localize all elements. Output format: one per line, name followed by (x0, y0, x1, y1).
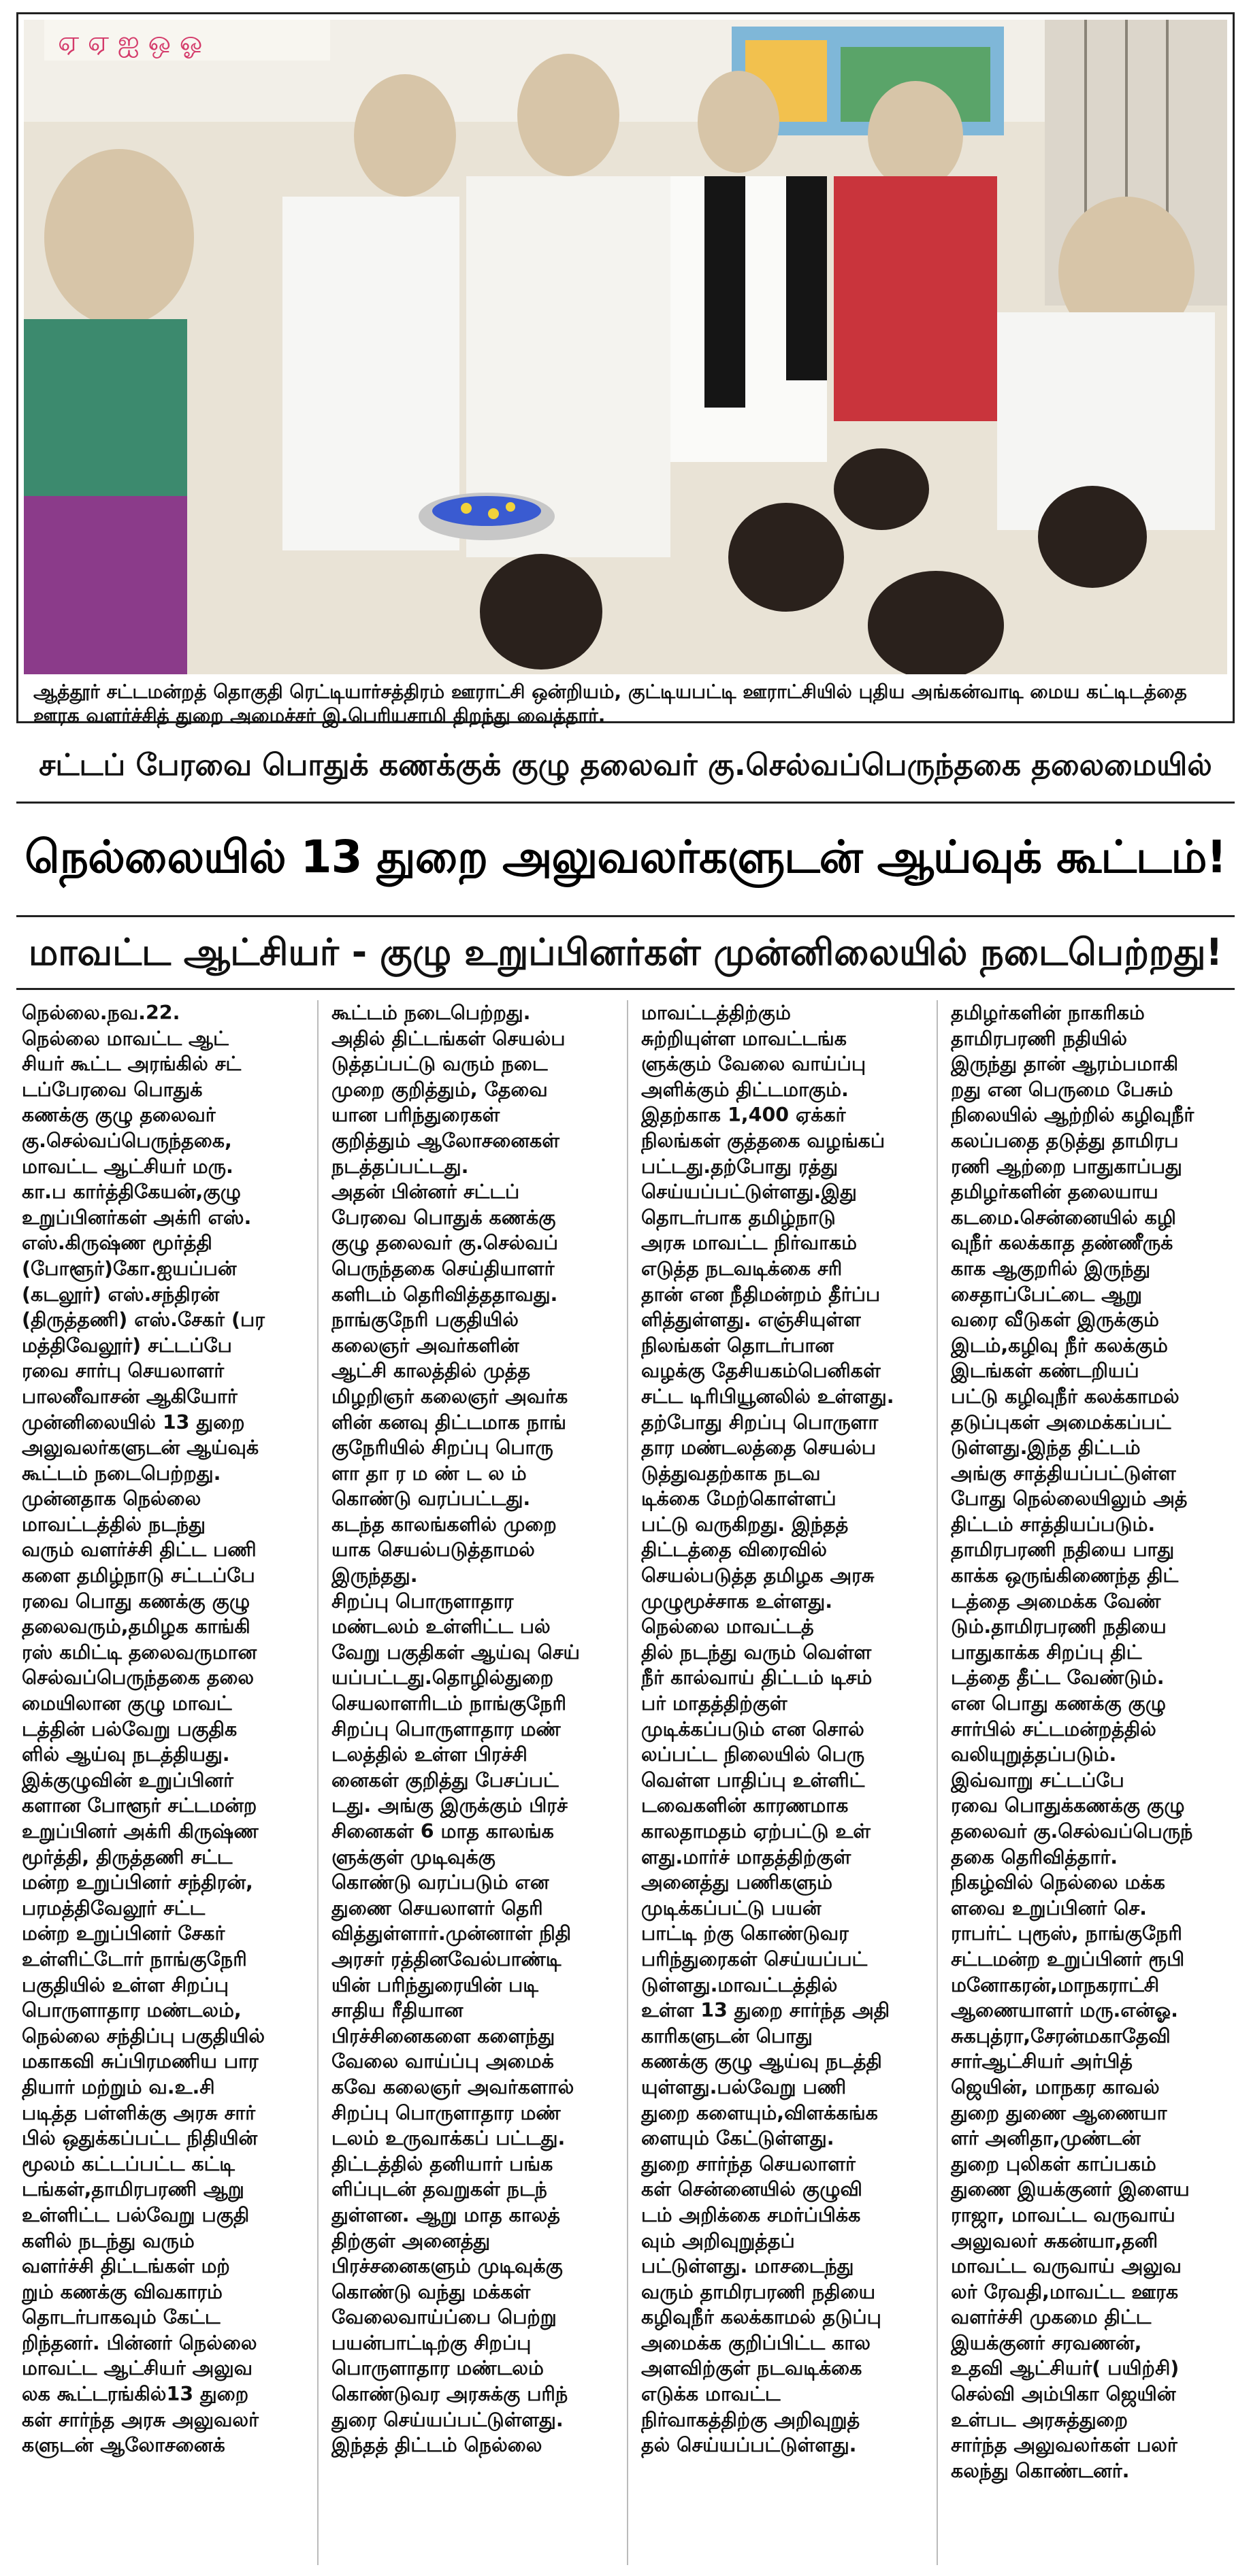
article-line: செல்வி அம்பிகா ஜெயின் (951, 2383, 1176, 2406)
article-line: சாதிய ரீதியான (331, 1999, 464, 2022)
article-line: டுத்துவதற்காக நடவ (641, 1462, 821, 1485)
article-line: களை தமிழ்நாடு சட்டப்பே (22, 1564, 255, 1587)
article-line: டலம் உருவாக்கப் பட்டது. (331, 2127, 566, 2150)
article-line: வேலைவாய்ப்பை பெற்று (331, 2306, 557, 2329)
article-line: மையிலான குழு மாவட் (22, 1692, 232, 1715)
article-line: ரஸ் கமிட்டி தலைவருமான (22, 1640, 257, 1664)
article-line: சிறப்பு பொருளாதார மண் (331, 1717, 561, 1740)
article-line: அங்கு சாத்தியப்பட்டுள்ள (951, 1462, 1176, 1485)
article-line: செயலாளரிடம் நாங்குநேரி (331, 1692, 567, 1715)
article-line: ரணி ஆற்றை பாதுகாப்பது (951, 1155, 1182, 1178)
article-line: பாதுகாக்க சிறப்பு திட் (951, 1640, 1142, 1664)
article-line: முடிக்கப்பட்டு பயன் (641, 1896, 822, 1919)
article-line: நெல்லை.நவ.22. (22, 1002, 180, 1024)
banner-text: ஏ ஏ ஐ ஒ ஓ (58, 26, 203, 57)
article-line: பகுதியில் உள்ள சிறப்பு (22, 1973, 229, 1996)
article-line: முடிக்கப்படும் என சொல் (641, 1717, 864, 1740)
article-line: தலைவர் கு.செல்வப்பெருந் (951, 1820, 1193, 1843)
article-line: தமிழர்களின் தலையாய (951, 1180, 1158, 1204)
article-line: பட்டது.தற்போது ரத்து (641, 1155, 839, 1178)
article-column-1 (22, 1000, 308, 2565)
article-line: அலுவலர் சுகன்யா,தனி (951, 2229, 1158, 2252)
article-line: (போளூர்)கோ.ஐயப்பன் (22, 1257, 237, 1280)
article-line: ரவை பொது கணக்கு குழு (22, 1589, 250, 1613)
article-line: நிலங்கள் தொடர்பான (641, 1334, 834, 1357)
kicker-headline: சட்டப் பேரவை பொதுக் கணக்குக் குழு தலைவர் கு.செல்வப்பெருந்தகை தலைமையில் (39, 748, 1212, 782)
main-headline: நெல்லையில் 13 துறை அலுவலர்களுடன் ஆய்வுக் கூட்டம்! (25, 831, 1226, 883)
article-line: நிலையில் ஆற்றில் கழிவுநீர் (951, 1104, 1195, 1127)
article-line: தலைவரும்,தமிழக காங்கி (22, 1615, 250, 1638)
article-line: சைதாப்பேட்டை ஆறு (951, 1283, 1142, 1306)
article-line: தகை தெரிவித்தார். (951, 1845, 1118, 1868)
article-line: ளிப்புடன் தவறுகள் நடந் (331, 2178, 547, 2201)
article-line: பிரச்சனைகளும் முடிவுக்கு (331, 2255, 563, 2278)
article-line: வுநீர் கலக்காத தண்ணீருக் (951, 1232, 1173, 1255)
article-line: பரமத்திவேலூர் சட்ட (22, 1896, 206, 1919)
article-line: காக ஆகுறரில் இருந்து (951, 1257, 1151, 1280)
article-line: குறித்தும் ஆலோசனைகள் (331, 1129, 559, 1152)
article-line: பாட்டி ற்கு கொண்டுவர (641, 1922, 849, 1945)
article-line: நிர்வாகத்திற்கு அறிவுறுத் (641, 2408, 860, 2431)
article-line: பிரச்சினைகளை களைந்து (331, 2024, 555, 2047)
article-line: திட்டத்தில் தனியார் பங்க (331, 2152, 553, 2175)
article-line: உள்பட அரசுத்துறை (951, 2408, 1128, 2431)
article-line: முழுமூச்சாக உள்ளது. (641, 1589, 833, 1613)
article-line: சிறப்பு பொருளாதார (331, 1589, 514, 1613)
article-line: ளில் ஆய்வு நடத்தியது. (22, 1743, 230, 1766)
article-line: வரை வீடுகள் இருக்கும் (951, 1308, 1159, 1332)
divider (16, 802, 1235, 804)
article-line: அலுவலர்களுடன் ஆய்வுக் (22, 1436, 259, 1459)
article-line: டப்பேரவை பொதுக் (22, 1078, 203, 1101)
article-line: களில் நடந்து வரும் (22, 2229, 195, 2252)
article-line: கவே கலைஞர் அவர்களால் (331, 2075, 574, 2098)
article-line: குநேரியில் சிறப்பு பொரு (331, 1436, 553, 1459)
article-line: முன்னிலையில் 13 துறை (22, 1410, 245, 1434)
article-line: யுள்ளது.பல்வேறு பணி (641, 2075, 847, 2098)
column-divider (937, 1000, 938, 2565)
article-line: தொடர்பாகவும் கேட்ட (22, 2306, 221, 2329)
article-line: டுத்தப்பட்டு வரும் நடை (331, 1053, 548, 1076)
article-line: வேலை வாய்ப்பு அமைக் (331, 2050, 554, 2073)
article-line: உறுப்பினர் அக்ரி கிருஷ்ண (22, 1820, 259, 1843)
article-line: தில் நடந்து வரும் வெள்ள (641, 1640, 872, 1664)
article-line: டத்தை அமைக்க வேண் (951, 1589, 1161, 1613)
article-line: கொண்டுவர அரசுக்கு பரிந் (331, 2383, 568, 2406)
article-column-4 (951, 1000, 1237, 2565)
article-line: பொருளாதார மண்டலம் (331, 2357, 544, 2380)
article-line: லர் ரேவதி,மாவட்ட ஊரக (951, 2280, 1179, 2303)
article-line: துறை களையும்,விளக்கங்க (641, 2101, 878, 2124)
article-line: துறை துணை ஆணையா (951, 2101, 1167, 2124)
article-line: அனைத்து பணிகளும் (641, 1871, 833, 1894)
article-line: டது. அங்கு இருக்கும் பிரச் (331, 1794, 568, 1817)
article-line: பரிந்துரைகள் செய்யப்பட் (641, 1947, 868, 1970)
article-line: எடுக்க மாவட்ட (641, 2383, 781, 2406)
article-line: கு.செல்வப்பெருந்தகை, (22, 1129, 232, 1152)
article-line: செய்யப்பட்டுள்ளது.இது (641, 1180, 857, 1204)
article-line: மகாகவி சுப்பிரமணிய பார (22, 2050, 259, 2073)
article-line: உதவி ஆட்சியர்( பயிற்சி) (951, 2357, 1180, 2380)
article-line: அளவிற்குள் நடவடிக்கை (641, 2357, 862, 2380)
article-line: எடுத்த நடவடிக்கை சரி (641, 1257, 843, 1280)
article-line: தடுப்புகள் அமைக்கப்பட் (951, 1410, 1171, 1434)
news-photo (24, 20, 1227, 674)
article-line: கழிவுநீர் கலக்காமல் தடுப்பு (641, 2306, 881, 2329)
article-line: காலதாமதம் ஏற்பட்டு உள் (641, 1820, 871, 1843)
article-line: தாமிரபரணி நதியில் (951, 1027, 1128, 1050)
column-divider (317, 1000, 319, 2565)
article-line: (கடலூர்) எஸ்.சந்திரன் (22, 1283, 220, 1306)
article-line: கொண்டு வரப்படும் என (331, 1871, 549, 1894)
article-line: மாவட்ட ஆட்சியர் மரு. (22, 1155, 233, 1178)
article-line: பட்டு கழிவுநீர் கலக்காமல் (951, 1385, 1180, 1408)
article-line: ளது.மார்ச் மாதத்திற்குள் (641, 1845, 851, 1868)
article-line: பொருளாதார மண்டலம், (22, 1999, 242, 2022)
article-line: டலத்தில் உள்ள பிரச்சி (331, 1743, 527, 1766)
article-line: பேரவை பொதுக் கணக்கு (331, 1206, 556, 1229)
article-line: டங்கள்,தாமிரபரணி ஆறு (22, 2178, 244, 2201)
article-line: இருந்து தான் ஆரம்பமாகி (951, 1053, 1179, 1076)
photo-icon (24, 20, 1227, 674)
article-line: துறை சார்ந்த செயலாளர் (641, 2152, 856, 2175)
article-line: கடமை.சென்னையில் கழி (951, 1206, 1176, 1229)
article-line: நடத்தப்பட்டது. (331, 1155, 469, 1178)
article-line: தியார் மற்றும் வ.உ.சி (22, 2075, 215, 2098)
article-line: தொடர்பாக தமிழ்நாடு (641, 1206, 836, 1229)
article-line: டிக்கை மேற்கொள்ளப் (641, 1487, 836, 1510)
article-line: மத்திவேலூர்) சட்டப்பே (22, 1334, 232, 1357)
article-line: வளர்ச்சி முகமை திட்ட (951, 2306, 1152, 2329)
article-line: மாவட்ட வருவாய் அலுவ (951, 2255, 1182, 2278)
article-line: டுள்ளது.மாவட்டத்தில் (641, 1973, 838, 1996)
article-line: தற்போது சிறப்பு பொருளா (641, 1410, 879, 1434)
article-line: றும் கணக்கு விவகாரம் (22, 2280, 223, 2303)
article-line: உறுப்பினர்கள் அக்ரி எஸ். (22, 1206, 252, 1229)
article-line: பர் மாதத்திற்குள் (641, 1692, 787, 1715)
article-line: படித்த பள்ளிக்கு அரசு சார் (22, 2101, 256, 2124)
article-line: மூலம் கட்டப்பட்ட கட்டி (22, 2152, 235, 2175)
article-line: அளிக்கும் திட்டமாகும். (641, 1078, 849, 1101)
article-line: மாவட்டத்திற்கும் (641, 1002, 791, 1024)
article-line: உள்ளிட்டோர் நாங்குநேரி (22, 1947, 247, 1970)
article-line: தான் என நீதிமன்றம் தீர்ப்ப (641, 1283, 881, 1306)
article-line: களான போளூர் சட்டமன்ற (22, 1794, 257, 1817)
article-line: தாமிரபரணி நதியை பாது (951, 1538, 1175, 1562)
article-line: (திருத்தணி) எஸ்.சேகர் (பர (22, 1308, 265, 1332)
article-line: ளுக்குள் முடிவுக்கு (331, 1845, 495, 1868)
article-line: ளின் கனவு திட்டமாக நாங் (331, 1410, 566, 1434)
article-line: அமைக்க குறிப்பிட்ட கால (641, 2331, 871, 2354)
article-line: ளவை உறுப்பினர் செ. (951, 1896, 1148, 1919)
article-line: ஆணையாளர் மரு.என்ஓ. (951, 1999, 1178, 2022)
article-line: வரும் தாமிரபரணி நதியை (641, 2280, 876, 2303)
article-line: அதில் திட்டங்கள் செயல்ப (331, 1027, 566, 1050)
article-line: சுற்றியுள்ள மாவட்டங்க (641, 1027, 847, 1050)
article-line: மாவட்டத்தில் நடந்து (22, 1513, 206, 1536)
article-line: நிகழ்வில் நெல்லை மக்க (951, 1871, 1165, 1894)
article-line: நீர் கால்வாய் திட்டம் டிசம் (641, 1666, 873, 1689)
article-line: கொண்டு வரப்பட்டது. (331, 1487, 531, 1510)
article-line: இவ்வாறு சட்டப்பே (951, 1768, 1124, 1791)
article-line: கடந்த காலங்களில் முறை (331, 1513, 557, 1536)
article-line: நெல்லை மாவட்ட ஆட் (22, 1027, 229, 1050)
article-line: துணை செயலாளர் தெரி (331, 1896, 543, 1919)
article-line: குழு தலைவர் கு.செல்வப் (331, 1232, 558, 1255)
article-line: னைகள் குறித்து பேசப்பட் (331, 1768, 559, 1791)
article-line: இடம்,கழிவு நீர் கலக்கும் (951, 1334, 1168, 1357)
article-line: திட்டத்தை விரைவில் (641, 1538, 827, 1562)
article-line: வளர்ச்சி திட்டங்கள் மற் (22, 2255, 230, 2278)
article-line: நாங்குநேரி பகுதியில் (331, 1308, 519, 1332)
article-line: ளித்துள்ளது. எஞ்சியுள்ள (641, 1308, 861, 1332)
article-line: முன்னதாக நெல்லை (22, 1487, 201, 1510)
article-line: தார மண்டலத்தை செயல்ப (641, 1436, 876, 1459)
article-line: நெல்லை சந்திப்பு பகுதியில் (22, 2024, 265, 2047)
article-line: டத்தை தீட்ட வேண்டும். (951, 1666, 1165, 1689)
column-divider (627, 1000, 628, 2565)
article-line: ளுக்கும் வேலை வாய்ப்பு (641, 1053, 866, 1076)
article-line: சினைகள் 6 மாத காலங்க (331, 1820, 554, 1843)
article-line: லக கூட்டரங்கில்13 துறை (22, 2383, 249, 2406)
article-line: டத்தின் பல்வேறு பகுதிக (22, 1717, 238, 1740)
article-line: என பொது கணக்கு குழு (951, 1692, 1167, 1715)
article-line: பில் ஒதுக்கப்பட்ட நிதியின் (22, 2127, 258, 2150)
article-line: பட்டுள்ளது. மாசடைந்து (641, 2255, 854, 2278)
article-line: டும்.தாமிரபரணி நதியை (951, 1615, 1167, 1638)
article-line: றது என பெருமை பேசும் (951, 1078, 1173, 1101)
article-line: ஜெயின், மாநகர காவல் (951, 2075, 1160, 2098)
article-line: களுடன் ஆலோசனைக் (22, 2434, 225, 2457)
article-line: கலைஞர் அவர்களின் (331, 1334, 519, 1357)
article-line: மிழறிஞர் கலைஞர் அவர்க (331, 1385, 568, 1408)
article-line: இதற்காக 1,400 ஏக்கர் (641, 1104, 846, 1127)
article-line: டம் அறிக்கை சமர்ப்பிக்க (641, 2203, 861, 2226)
article-line: சார்ந்த அலுவலர்கள் பலர் (951, 2434, 1177, 2457)
article-line: பாலனீவாசன் ஆகியோர் (22, 1385, 238, 1408)
article-line: வும் அறிவுறுத்தப் (641, 2229, 795, 2252)
photo-caption: ஆத்தூர் சட்டமன்றத் தொகுதி ரெட்டியார்சத்திரம் ஊராட்சி ஒன்றியம், குட்டியபட்டி ஊராட்சியில் புதிய அங்கன்வாடி மைய கட்டிடத்தை ஊரக வளர்ச்சித் துறை அமைச்சர் இ.பெரியசாமி திறந்து வைத்தார். (33, 680, 1187, 727)
article-line: மன்ற உறுப்பினர் சேகர் (22, 1922, 225, 1945)
article-line: மூர்த்தி, திருத்தணி சட்ட (22, 1845, 233, 1868)
article-column-3 (641, 1000, 927, 2565)
article-line: வேறு பகுதிகள் ஆய்வு செய் (331, 1640, 580, 1664)
article-line: சட்ட டிரிபியூனலில் உள்ளது. (641, 1385, 894, 1408)
article-line: இடங்கள் கண்டறியப் (951, 1359, 1139, 1383)
article-line: எஸ்.கிருஷ்ண மூர்த்தி (22, 1232, 212, 1255)
article-line: நெல்லை மாவட்டத் (641, 1615, 814, 1638)
article-line: சட்டமன்ற உறுப்பினர் ரூபி (951, 1947, 1185, 1970)
divider (16, 988, 1235, 990)
article-line: மன்ற உறுப்பினர் சந்திரன், (22, 1871, 253, 1894)
article-line: செல்வப்பெருந்தகை தலை (22, 1666, 255, 1689)
article-line: தமிழர்களின் நாகரிகம் (951, 1002, 1145, 1024)
article-line: மாவட்ட ஆட்சியர் அலுவ (22, 2357, 253, 2380)
article-line: கலந்து கொண்டனர். (951, 2459, 1130, 2482)
article-line: சிறப்பு பொருளாதார மண் (331, 2101, 561, 2124)
article-line: லப்பட்ட நிலையில் பெரு (641, 1743, 865, 1766)
article-line: சார்ஆட்சியர் அர்பித் (951, 2050, 1133, 2073)
article-line: அரசர் ரத்தினவேல்பாண்டி (331, 1947, 562, 1970)
article-line: இருந்தது. (331, 1564, 418, 1587)
article-line: ரவை சார்பு செயலாளர் (22, 1359, 225, 1383)
article-line: திட்டம் சாத்தியப்படும். (951, 1513, 1156, 1536)
article-line: சியர் கூட்ட அரங்கில் சட் (22, 1053, 242, 1076)
article-line: துரை செய்யப்பட்டுள்ளது. (331, 2408, 564, 2431)
article-line: பயன்பாட்டிற்கு சிறப்பு (331, 2331, 532, 2354)
article-line: கூட்டம் நடைபெற்றது. (331, 1002, 531, 1024)
article-line: அரசு மாவட்ட நிர்வாகம் (641, 1232, 858, 1255)
article-line: இக்குழுவின் உறுப்பினர் (22, 1768, 233, 1791)
article-line: சார்பில் சட்டமன்றத்தில் (951, 1717, 1156, 1740)
article-line: ராபர்ட் புரூஸ், நாங்குநேரி (951, 1922, 1182, 1945)
article-line: கா.ப கார்த்திகேயன்,குழு (22, 1180, 241, 1204)
article-line: காரிகளுடன் பொது (641, 2024, 813, 2047)
article-line: துறை புலிகள் காப்பகம் (951, 2152, 1156, 2175)
article-line: டவைகளின் காரணமாக (641, 1794, 849, 1817)
article-line: கூட்டம் நடைபெற்றது. (22, 1462, 221, 1485)
article-line: திற்குள் அனைத்து (331, 2229, 491, 2252)
article-line: துணை இயக்குனர் இளைய (951, 2178, 1190, 2201)
article-line: அதன் பின்னர் சட்டப் (331, 1180, 520, 1204)
article-line: உள்ளிட்ட பல்வேறு பகுதி (22, 2203, 250, 2226)
article-line: பட்டு வருகிறது. இந்தத் (641, 1513, 849, 1536)
article-line: காக்க ஒருங்கிணைந்த திட் (951, 1564, 1179, 1587)
article-line: துள்ளன. ஆறு மாத காலத் (331, 2203, 560, 2226)
article-line: கணக்கு குழு தலைவர் (22, 1104, 216, 1127)
article-line: இயக்குனர் சரவணன், (951, 2331, 1142, 2354)
article-line: றிந்தனர். பின்னர் நெல்லை (22, 2331, 257, 2354)
article-line: டுள்ளது.இந்த திட்டம் (951, 1436, 1141, 1459)
article-line: ளர் அனிதா,முண்டன் (951, 2127, 1141, 2150)
photo-frame (16, 12, 1235, 727)
article-line: ளையும் கேட்டுள்ளது. (641, 2127, 834, 2150)
article-line: கள் சென்னையில் குழுவி (641, 2178, 862, 2201)
article-line: வலியுறுத்தப்படும். (951, 1743, 1117, 1766)
article-line: வித்துள்ளார்.முன்னாள் நிதி (331, 1922, 572, 1945)
article-line: யப்பட்டது.தொழில்துறை (331, 1666, 554, 1689)
article-line: மண்டலம் உள்ளிட்ட பல் (331, 1615, 551, 1638)
article-line: மனோகரன்,மாநகராட்சி (951, 1973, 1160, 1996)
article-line: வழக்கு தேசியகம்பெனிகள் (641, 1359, 881, 1383)
article-line: தல் செய்யப்பட்டுள்ளது. (641, 2434, 857, 2457)
article-line: யாக செயல்படுத்தாமல் (331, 1538, 535, 1562)
article-line: பெருந்தகை செய்தியாளர் (331, 1257, 555, 1280)
article-line: நிலங்கள் குத்தகை வழங்கப் (641, 1129, 886, 1152)
article-line: ரவை பொதுக்கணக்கு குழு (951, 1794, 1185, 1817)
article-line: யான பரிந்துரைகள் (331, 1104, 500, 1127)
article-line: வரும் வளர்ச்சி திட்ட பணி (22, 1538, 257, 1562)
article-line: கள் சார்ந்த அரசு அலுவலர் (22, 2408, 259, 2431)
article-line: செயல்படுத்த தமிழக அரசு (641, 1564, 875, 1587)
article-line: போது நெல்லையிலும் அத் (951, 1487, 1188, 1510)
article-line: இந்தத் திட்டம் நெல்லை (331, 2434, 542, 2457)
article-line: கொண்டு வந்து மக்கள் (331, 2280, 531, 2303)
divider (16, 915, 1235, 917)
article-line: ஆட்சி காலத்தில் முத்த (331, 1359, 531, 1383)
article-line: ளா தா ர ம ண் ட ல ம் (331, 1462, 527, 1485)
article-line: உள்ள 13 துறை சார்ந்த அதி (641, 1999, 890, 2022)
article-line: வெள்ள பாதிப்பு உள்ளிட் (641, 1768, 865, 1791)
article-line: களிடம் தெரிவித்ததாவது. (331, 1283, 558, 1306)
article-column-2 (331, 1000, 617, 2565)
article-line: சுகபுத்ரா,சேரன்மகாதேவி (951, 2024, 1171, 2047)
article-line: கணக்கு குழு ஆய்வு நடத்தி (641, 2050, 882, 2073)
subheadline: மாவட்ட ஆட்சியர் - குழு உறுப்பினர்கள் முன்னிலையில் நடைபெற்றது! (28, 931, 1223, 974)
article-line: ராஜா, மாவட்ட வருவாய் (951, 2203, 1175, 2226)
article-line: யின் பரிந்துரையின் படி (331, 1973, 538, 1996)
article-line: கலப்பதை தடுத்து தாமிரப (951, 1129, 1179, 1152)
article-line: முறை குறித்தும், தேவை (331, 1078, 548, 1101)
